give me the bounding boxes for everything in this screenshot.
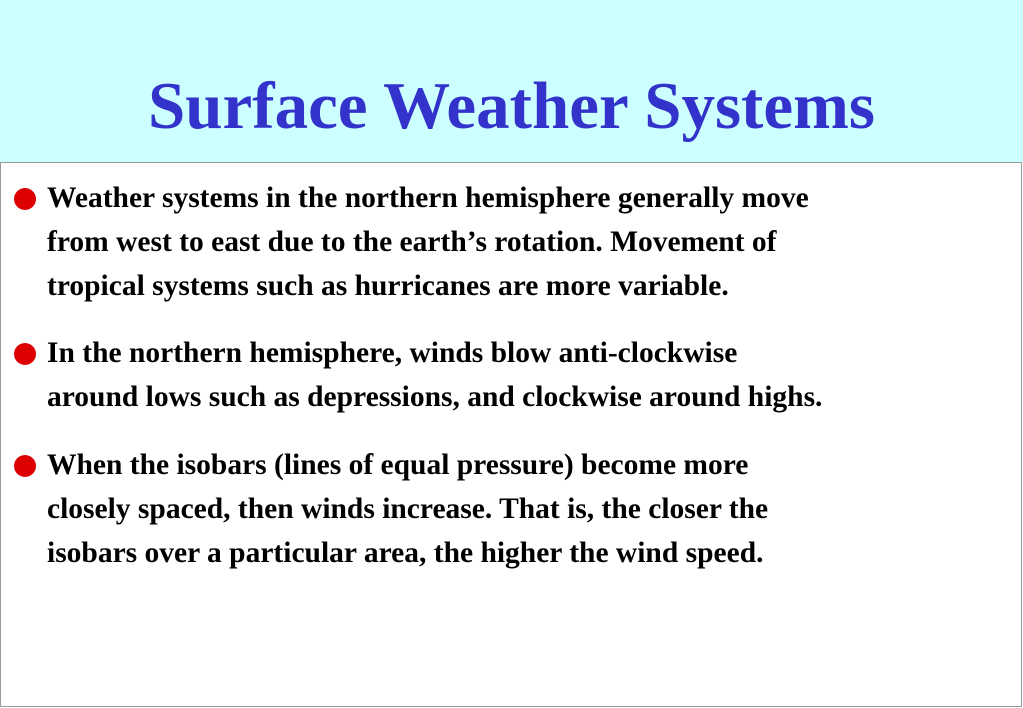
bullet-line: When the isobars (lines of equal pressure) become more (47, 449, 749, 481)
bullet-dot-icon (14, 343, 36, 365)
bullet-text (47, 176, 1021, 308)
bullet-text (47, 331, 1021, 419)
bullet-line: Weather systems in the northern hemisphere generally move (47, 182, 809, 214)
bullet-line: from west to east due to the earth’s rotation. Movement of (47, 226, 777, 258)
bullet-dot-icon (14, 455, 36, 477)
bullet-dot-icon (14, 188, 36, 210)
bullet-line: In the northern hemisphere, winds blow anti-clockwise (47, 337, 738, 369)
bullet-line: isobars over a particular area, the higher the wind speed. (47, 537, 764, 569)
bullet-line: tropical systems such as hurricanes are more variable. (47, 270, 729, 302)
bullet-line: around lows such as depressions, and clockwise around highs. (47, 381, 823, 413)
title-band (0, 0, 1023, 162)
bullet-text (47, 443, 1021, 575)
slide-title: Surface Weather Systems (148, 69, 875, 143)
bullet-line: closely spaced, then winds increase. That is, the closer the (47, 493, 769, 525)
bullet-item (1, 443, 1021, 573)
bullet-item (1, 176, 1021, 306)
content-box (0, 162, 1022, 707)
bullet-item (1, 331, 1021, 461)
